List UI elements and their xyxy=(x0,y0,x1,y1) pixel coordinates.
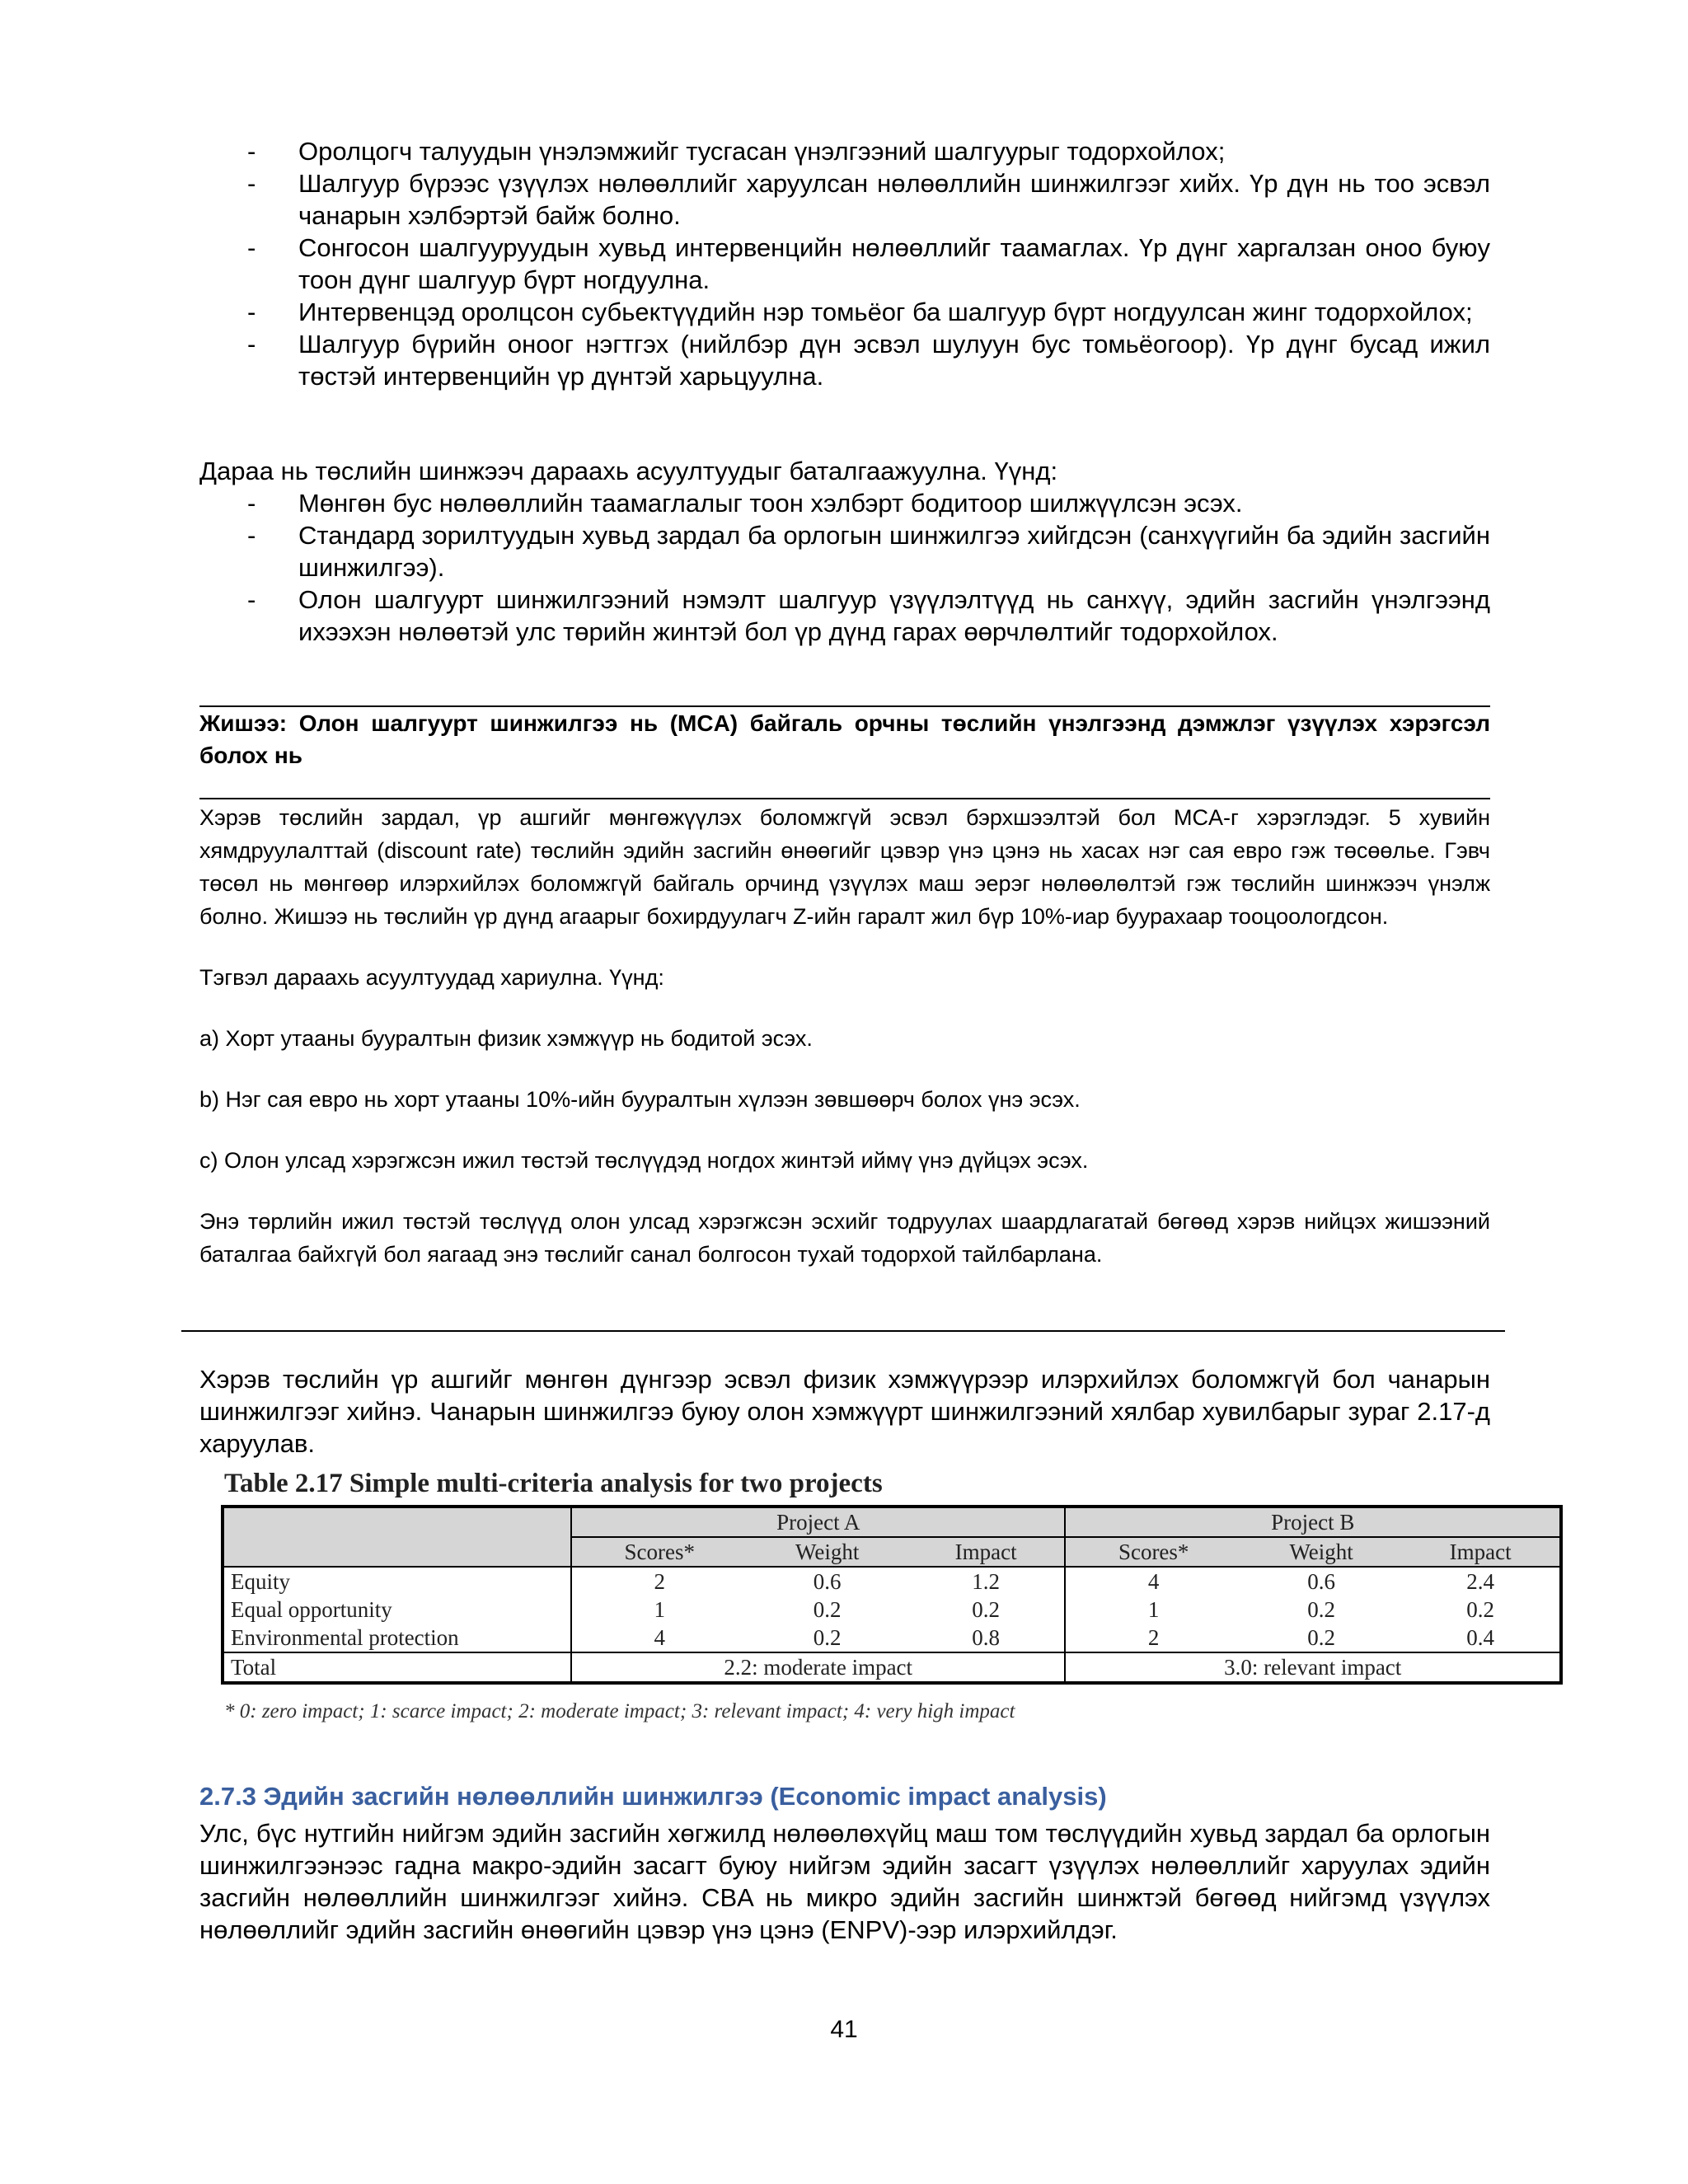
bullet-dash: - xyxy=(247,169,256,198)
bullet-dash: - xyxy=(247,137,256,166)
column-header: Scores* xyxy=(1065,1537,1240,1567)
list-item-text: Стандард зорилтуудын хувьд зардал ба орлогын шинжилгээ хийгдсэн (санхүүгийн ба эдийн засгийн шинжилгээ). xyxy=(298,521,1490,582)
list-item-text: Олон шалгуурт шинжилгээний нэмэлт шалгуур үзүүлэлтүүд нь санхүү, эдийн засгийн үнэлгээнд ихээхэн нөлөөтэй улс төрийн жинтэй бол үр дүнд гарах өөрчлөлтийг тодорхойлох. xyxy=(298,585,1490,646)
table-footnote: * 0: zero impact; 1: scarce impact; 2: moderate impact; 3: relevant impact; 4: very high impact xyxy=(224,1700,1015,1722)
column-header: Weight xyxy=(747,1537,907,1567)
list-item xyxy=(199,583,1490,648)
bullet-dash: - xyxy=(247,330,256,359)
total-project-a: 2.2: moderate impact xyxy=(571,1652,1065,1683)
column-header: Weight xyxy=(1241,1537,1401,1567)
list-item-text: Мөнгөн бус нөлөөллийн таамаглалыг тоон хэлбэрт бодитоор шилжүүлсэн эсэх. xyxy=(298,489,1243,518)
table-cell: 4 xyxy=(571,1624,747,1652)
table-group-header-row xyxy=(223,1507,1561,1537)
table-cell: 0.6 xyxy=(1307,1568,1335,1594)
example-paragraph: Энэ төрлийн ижил төстэй төслүүд олон улсад хэрэгжсэн эсхийг тодруулах шаардлагатай бөгөөд хэрэв нийцэх жишээний баталгаа байхгүй бол яагаад энэ төслийг санал болгосон тухай тодорхой тайлбарлана. xyxy=(199,1209,1490,1267)
table-cell: 0.2 xyxy=(972,1596,1001,1622)
example-title: Жишээ: Олон шалгуурт шинжилгээ нь (MCA) байгаль орчны төслийн үнэлгээнд дэмжлэг үзүүлэх хэрэгсэл болох нь xyxy=(199,710,1490,768)
bullet-dash: - xyxy=(247,489,256,518)
table-caption: Table 2.17 Simple multi-criteria analysis for two projects xyxy=(224,1469,883,1498)
total-project-b: 3.0: relevant impact xyxy=(1065,1652,1561,1683)
row-label: Equity xyxy=(231,1568,290,1594)
list-item xyxy=(199,232,1490,296)
table-cell: 1 xyxy=(1065,1596,1240,1624)
table-subheader-row xyxy=(223,1537,1561,1567)
list-item-text: Оролцогч талуудын үнэлэмжийг тусгасан үнэлгээний шалгуурыг тодорхойлох; xyxy=(298,137,1226,166)
list-item-text: Шалгуур бүрийн оноог нэгтгэх (нийлбэр дүн эсвэл шулуун бус томьёогоор). Үр дүнг бусад ижил төстэй интервенцийн үр дүнтэй харьцуулна. xyxy=(298,330,1490,391)
example-box xyxy=(199,801,1490,1271)
table-cell: 2 xyxy=(1065,1624,1240,1652)
example-paragraph: Хэрэв төслийн зардал, үр ашгийг мөнгөжүүлэх боломжгүй эсвэл бэрхшээлтэй бол MCA-г хэрэглэдэг. 5 хувийн хямдруулалттай (discount rate) төслийн эдийн засгийн өнөөгийг цэвэр үнэ цэнэ нь хасах нэг сая евро гэж төсөөлье. Гэвч төсөл нь мөнгөөр илэрхийлэх боломжгүй байгаль орчинд үзүүлэх маш эерэг нөлөөлөлтэй гэж төслийн шинжээч үнэлж болно. Жишээ нь төслийн үр дүнд агаарыг бохирдуулагч Z-ийн гаралт жил бүр 10%-иар буурахаар тооцоологдсон. xyxy=(199,805,1490,929)
list-item xyxy=(199,167,1490,232)
table-cell: 0.2 xyxy=(1307,1596,1335,1622)
table-cell: 0.2 xyxy=(1307,1624,1335,1650)
table-cell: 0.2 xyxy=(1466,1596,1495,1622)
page-number: 41 xyxy=(830,2016,858,2043)
table-cell: 1 xyxy=(571,1596,747,1624)
list-item xyxy=(199,328,1490,392)
list-item xyxy=(199,519,1490,583)
example-paragraph: Тэгвэл дараахь асуултуудад хариулна. Үүнд: xyxy=(199,965,664,990)
bullet-dash: - xyxy=(247,585,256,614)
project-a-header: Project A xyxy=(571,1507,1065,1537)
section-heading: 2.7.3 Эдийн засгийн нөлөөллийн шинжилгээ (Economic impact analysis) xyxy=(199,1782,1107,1811)
table-total-row xyxy=(223,1652,1561,1683)
table-cell: 2.4 xyxy=(1466,1568,1495,1594)
bullet-dash: - xyxy=(247,521,256,550)
bullet-dash: - xyxy=(247,298,256,326)
list-item xyxy=(199,296,1490,328)
table-cell: 0.6 xyxy=(813,1568,842,1594)
example-bottom-rule xyxy=(181,1330,1505,1332)
table-cell: 0.2 xyxy=(813,1596,842,1622)
column-header: Impact xyxy=(1401,1537,1561,1567)
table-cell: 0.8 xyxy=(972,1624,1001,1650)
section-paragraph: Улс, бүс нутгийн нийгэм эдийн засгийн хөгжилд нөлөөлөхүйц маш том төслүүдийн хувьд зардал ба орлогын шинжилгээнээс гадна макро-эдийн засагт буюу нийгэм эдийн засагт үзүүлэх нөлөөллийг харуулах эдийн засгийн нөлөөллийн шинжилгээг хийнэ. CBA нь микро эдийн засгийн шинжтэй бөгөөд нийгэмд үзүүлэх нөлөөллийг эдийн засгийн өнөөгийн цэвэр үнэ цэнэ (ENPV)-ээр илэрхийлдэг. xyxy=(199,1819,1490,1944)
column-header: Impact xyxy=(907,1537,1066,1567)
list-item-text: Сонгосон шалгууруудын хувьд интервенцийн нөлөөллийг таамаглах. Үр дүнг харгалзан оноо буюу тоон дүнг шалгуур бүрт ногдуулна. xyxy=(298,233,1490,294)
mca-table xyxy=(221,1505,1563,1685)
table-cell: 4 xyxy=(1065,1567,1240,1596)
verification-questions-list xyxy=(199,487,1490,648)
intro-paragraph: Дараа нь төслийн шинжээч дараахь асуултуудыг баталгаажуулна. Үүнд: xyxy=(199,457,1058,485)
example-question-c: c) Олон улсад хэрэгжсэн ижил төстэй төслүүдэд ногдох жинтэй иймү үнэ дүйцэх эсэх. xyxy=(199,1148,1089,1173)
list-item xyxy=(199,487,1490,519)
table-cell: 0.2 xyxy=(813,1624,842,1650)
table-cell: 2 xyxy=(571,1567,747,1596)
table-row xyxy=(223,1596,1561,1624)
example-question-b: b) Нэг сая евро нь хорт утааны 10%-ийн бууралтын хүлээн зөвшөөрч болох үнэ эсэх. xyxy=(199,1087,1081,1112)
bullet-dash: - xyxy=(247,233,256,262)
list-item xyxy=(199,135,1490,167)
list-item-text: Шалгуур бүрээс үзүүлэх нөлөөллийг харуулсан нөлөөллийн шинжилгээг хийх. Үр дүн нь тоо эсвэл чанарын хэлбэртэй байж болно. xyxy=(298,169,1490,230)
example-question-a: a) Хорт утааны бууралтын физик хэмжүүр нь бодитой эсэх. xyxy=(199,1026,813,1051)
column-header: Scores* xyxy=(571,1537,747,1567)
list-item-text: Интервенцэд оролцсон субьектүүдийн нэр томьёог ба шалгуур бүрт ногдуулсан жинг тодорхойлох; xyxy=(298,298,1473,326)
table-row xyxy=(223,1624,1561,1652)
example-title-rule xyxy=(199,798,1490,799)
row-label: Equal opportunity xyxy=(231,1596,392,1622)
qualitative-paragraph: Хэрэв төслийн үр ашгийг мөнгөн дүнгээр эсвэл физик хэмжүүрээр илэрхийлэх боломжгүй бол чанарын шинжилгээг хийнэ. Чанарын шинжилгээ буюу олон хэмжүүрт шинжилгээний хялбар хувилбарыг зураг 2.17-д харуулав. xyxy=(199,1365,1490,1458)
table-row xyxy=(223,1567,1561,1596)
criteria-steps-list xyxy=(199,135,1490,392)
project-b-header: Project B xyxy=(1065,1507,1561,1537)
total-label: Total xyxy=(223,1652,571,1683)
row-label: Environmental protection xyxy=(231,1624,459,1650)
table-cell: 1.2 xyxy=(972,1568,1001,1594)
table-cell: 0.4 xyxy=(1466,1624,1495,1650)
